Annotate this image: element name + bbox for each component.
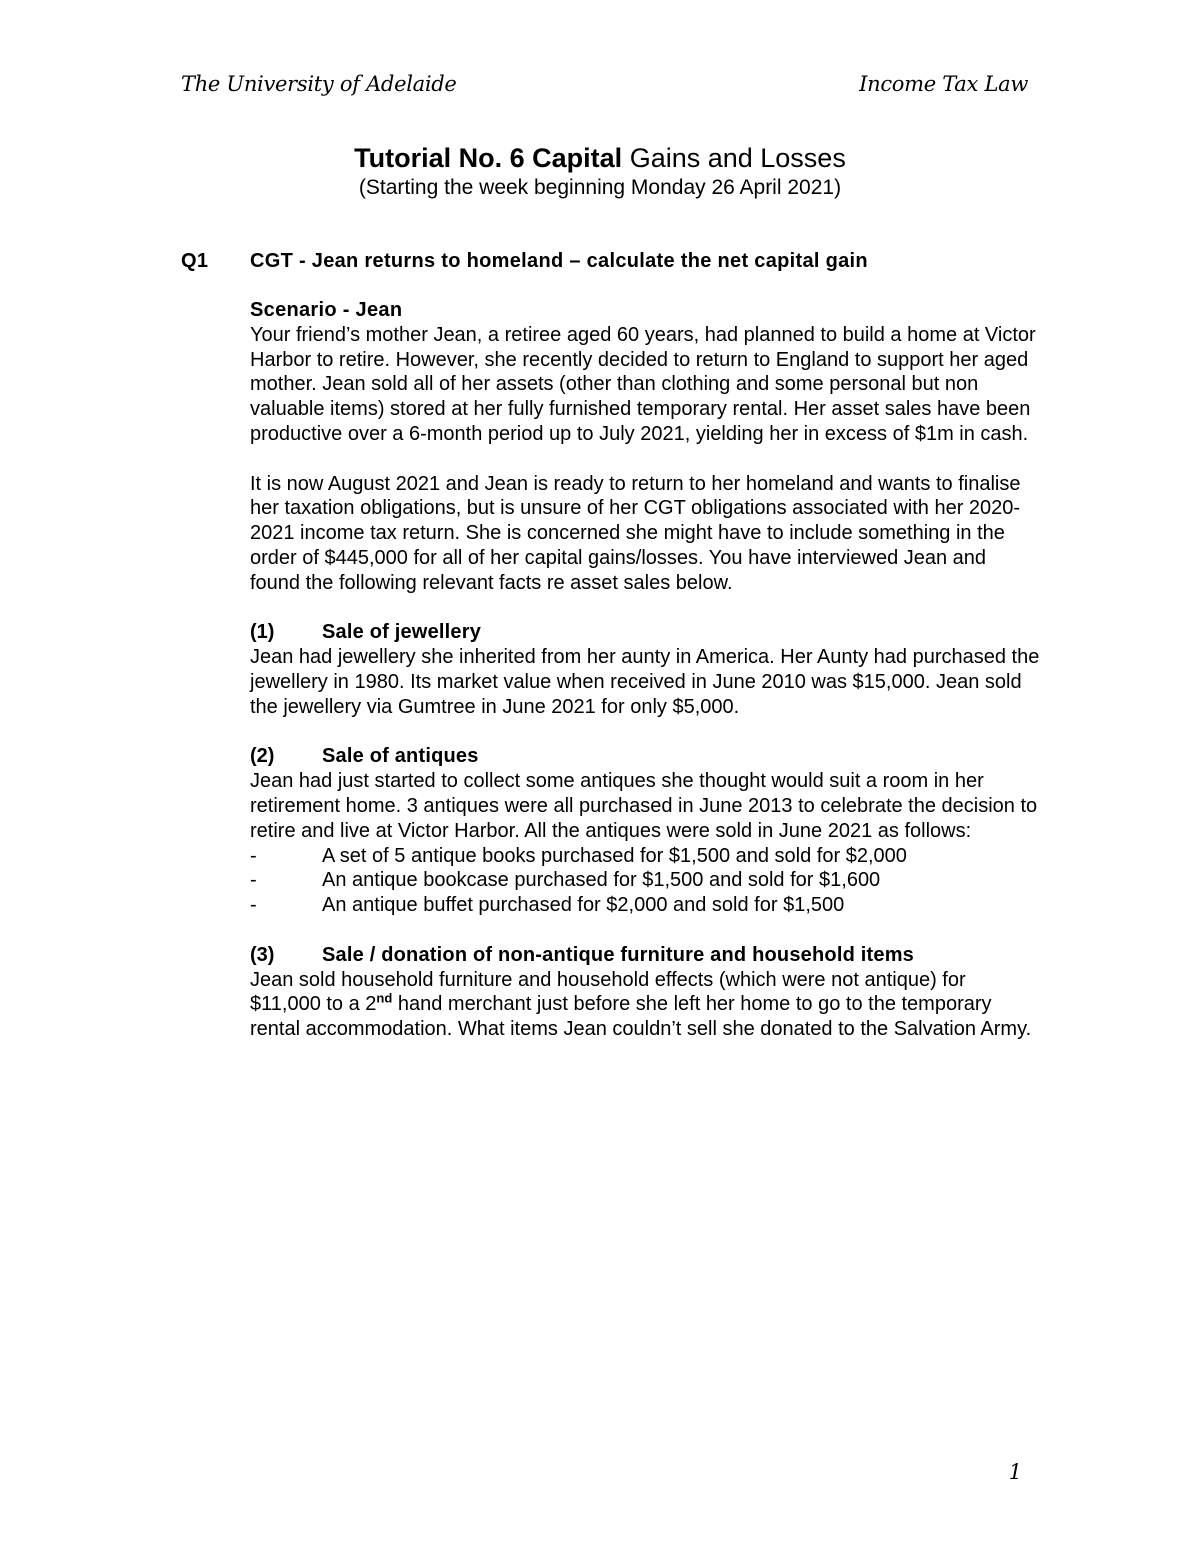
page-title xyxy=(0,142,1200,174)
section-title: Sale of jewellery xyxy=(322,621,482,644)
list-item-text: An antique bookcase purchased for $1,500 and sold for $1,600 xyxy=(322,869,881,892)
list-item-text: A set of 5 antique books purchased for $1,500 and sold for $2,000 xyxy=(322,844,907,867)
section-text-jewellery: Jean had jewellery she inherited from her aunty in America. Her Aunty had purchased the jewellery in 1980. Its market value when received in June 2010 was $15,000. Jean sold the jewellery via Gumtree in June 2021 for only $5,000. xyxy=(250,646,1040,718)
question-body xyxy=(250,298,1040,1042)
page-number: 1 xyxy=(1008,1460,1022,1484)
question-number: Q1 xyxy=(181,250,209,272)
page-title-bold: Tutorial No. 6 Capital xyxy=(354,143,623,173)
section-text-part: Jean sold household furniture and household effects (which were not antique) for $11,000 to a 2 xyxy=(250,968,966,1016)
section-text-part: hand merchant just before she left her home to go to the temporary rental accommodation. What items Jean couldn’t sell she donated to the Salvation Army. xyxy=(250,993,1032,1041)
section-text-antiques: Jean had just started to collect some antiques she thought would suit a room in her retirement home. 3 antiques were all purchased in June 2013 to celebrate the decision to retire and live at Victor Harbor. All the antiques were sold in June 2021 as follows: xyxy=(250,770,1038,842)
section-title: Sale of antiques xyxy=(322,745,479,768)
question-title: CGT - Jean returns to homeland – calculate the net capital gain xyxy=(250,250,868,272)
section-heading-antiques xyxy=(250,744,1040,769)
header-institution: The University of Adelaide xyxy=(181,72,457,96)
header-course: Income Tax Law xyxy=(859,72,1028,96)
section-number: (3) xyxy=(250,943,275,966)
scenario-paragraph-1: Your friend’s mother Jean, a retiree aged 60 years, had planned to build a home at Victor Harbor to retire. However, she recently decided to return to England to support her aged mother. Jean sold all of her assets (other than clothing and some personal but non valuable items) stored at her fully furnished temporary rental. Her asset sales have been productive over a 6-month period up to July 2021, yielding her in excess of $1m in cash. xyxy=(250,323,1036,445)
section-number: (2) xyxy=(250,745,275,768)
section-number: (1) xyxy=(250,621,275,644)
page-title-regular: Gains and Losses xyxy=(622,143,846,173)
list-item xyxy=(250,844,1040,869)
title-block xyxy=(0,142,1200,201)
page-subtitle: (Starting the week beginning Monday 26 April 2021) xyxy=(358,176,842,199)
section-text-household xyxy=(250,968,1040,1042)
list-item xyxy=(250,893,1040,918)
section-heading-household xyxy=(250,943,1040,968)
bullet-dash: - xyxy=(250,894,257,917)
scenario-heading: Scenario - Jean xyxy=(250,299,403,321)
scenario-paragraph-2: It is now August 2021 and Jean is ready to return to her homeland and wants to finalise her taxation obligations, but is unsure of her CGT obligations associated with her 2020-2021 income tax return. She is concerned she might have to include something in the order of $445,000 for all of her capital gains/losses. You have interviewed Jean and found the following relevant facts re asset sales below. xyxy=(250,472,1021,594)
ordinal-suffix: nd xyxy=(376,990,393,1006)
bullet-dash: - xyxy=(250,844,257,867)
section-title: Sale / donation of non-antique furniture and household items xyxy=(322,943,914,966)
section-heading-jewellery xyxy=(250,620,1040,645)
list-item xyxy=(250,868,1040,893)
bullet-dash: - xyxy=(250,869,257,892)
list-item-text: An antique buffet purchased for $2,000 and sold for $1,500 xyxy=(322,894,845,917)
